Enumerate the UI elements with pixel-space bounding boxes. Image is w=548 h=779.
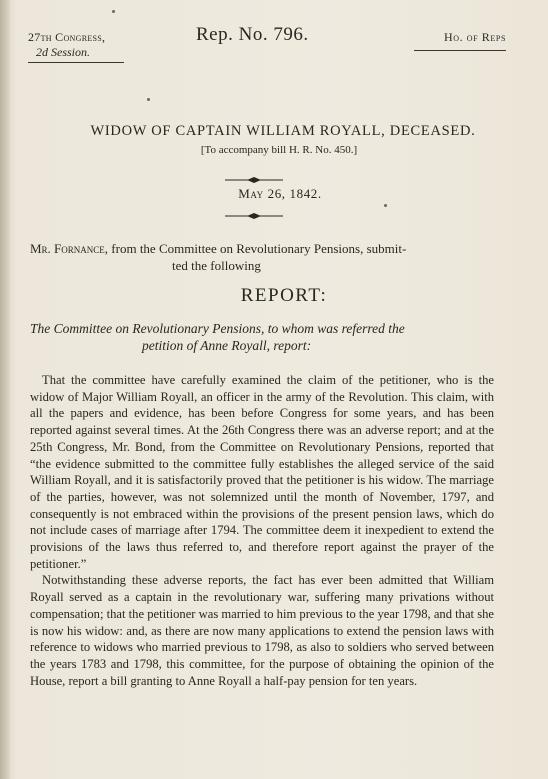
referral-line-1: The Committee on Revolutionary Pensions, to whom was referred the [30, 321, 405, 336]
referral-statement [30, 320, 496, 354]
house-underline [414, 50, 506, 51]
submission-intro [30, 240, 500, 274]
page-binding-edge [0, 0, 10, 779]
member-name: Mr. Fornance, [30, 241, 109, 256]
paper-speck [384, 204, 387, 207]
intro-line-1: from the Committee on Revolutionary Pensions, submit- [111, 241, 407, 256]
ornament-rule-bottom [225, 212, 283, 220]
report-number: Rep. No. 796. [196, 24, 309, 45]
report-body [30, 372, 494, 689]
ornament-rule-top [225, 176, 283, 184]
body-paragraph-1: That the committee have carefully examined the claim of the petitioner, who is the widow of Major William Royall, an officer in the army of the Revolution. This claim, with all the papers and evidence, has been before Congress for some years, and has been reported against several times. At the 26th Congress there was an adverse report; and at the 25th Congress, Mr. Bond, from the Committee on Revolutionary Pensions, reported that “the evidence submitted to the committee fully establishes the alleged service of the said William Royall, and it is satisfactorily proved that the petitioner is his widow. The marriage of the parties, however, was not solemnized until the month of November, 1797, and consequently is not embraced within the provisions of the present pension laws, which do not include cases of marriage after 1794. The committee deem it inexpedient to extend the provisions of the laws thus referred to, and therefore report against the prayer of the petitioner.” [30, 373, 494, 571]
house-label: Ho. of Reps [443, 30, 506, 44]
paper-speck [112, 10, 115, 13]
report-heading: REPORT: [240, 285, 328, 306]
session-label: 2d Session. [36, 45, 90, 59]
intro-line-2: ted the following [172, 258, 261, 273]
congress-label: 27th Congress, [28, 30, 106, 44]
body-paragraph-2: Notwithstanding these adverse reports, the fact has ever been admitted that William Royall served as a captain in the revolutionary war, suffering many privations without compensation; that the petitioner was married to him previous to the year 1798, and that she is now his widow: and, as there are now many applications to extend the pension laws with reference to widows who married previous to 1798, as also to soldiers who served between the years 1783 and 1798, this committee, for the purpose of obtaining the opinion of the House, report a bill granting to Anne Royall a half-pay pension for ten years. [30, 573, 494, 688]
referral-line-2: petition of Anne Royall, report: [142, 338, 312, 353]
report-date: May 26, 1842. [238, 186, 322, 201]
paper-speck [147, 98, 150, 101]
congress-session-label [28, 30, 105, 60]
document-title: WIDOW OF CAPTAIN WILLIAM ROYALL, DECEASED. [90, 123, 476, 139]
document-header [0, 22, 548, 72]
accompany-note: [To accompany bill H. R. No. 450.] [200, 144, 358, 156]
congress-underline [28, 62, 124, 63]
